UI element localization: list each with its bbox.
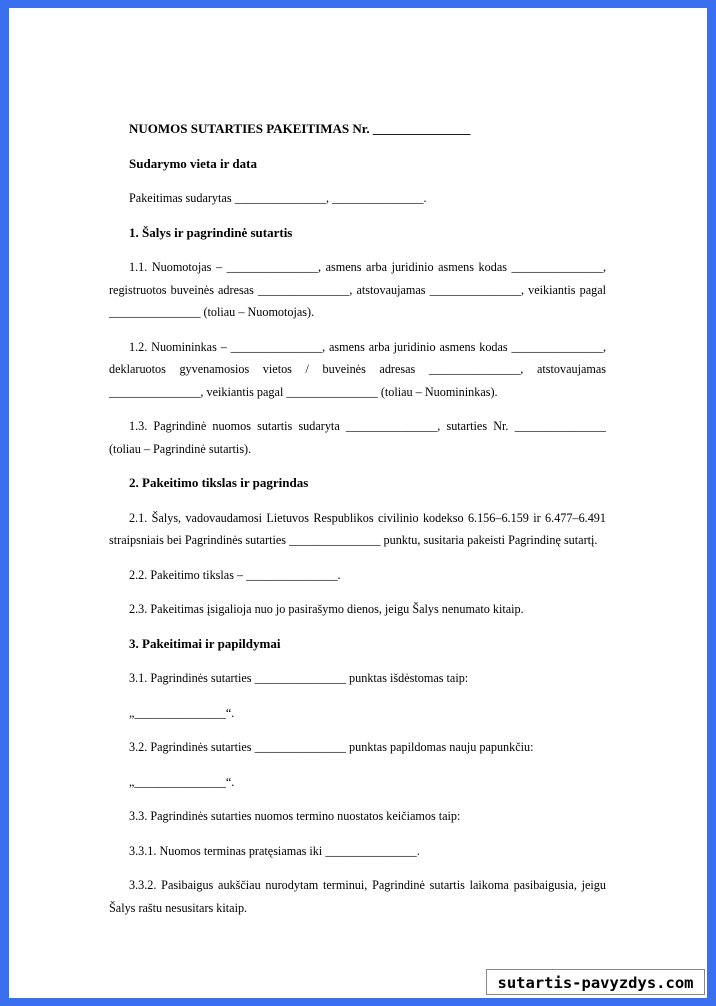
section-heading-2: 2. Pakeitimo tikslas ir pagrindas — [129, 475, 309, 490]
paragraph: 1.3. Pagrindinė nuomos sutartis sudaryta _______________, sutarties Nr. _______________ (toliau – Pagrindinė sutartis). — [109, 419, 606, 456]
paragraph: 1.2. Nuomininkas – _______________, asmens arba juridinio asmens kodas _______________, deklaruotos gyvenamosios vietos / buveinės adresas _______________, atstovaujamas _______________, veikiantis pagal _______________ (toliau – Nuomininkas). — [109, 339, 606, 399]
section-heading-3: 3. Pakeitimai ir papildymai — [129, 635, 281, 651]
paragraph: 2.3. Pakeitimas įsigalioja nuo jo pasirašymo dienos, jeigu Šalys nenumato kitaip. — [129, 602, 524, 616]
section-heading-1: 1. Šalys ir pagrindinė sutartis — [129, 224, 293, 240]
paragraph: 3.3.2. Pasibaigus aukščiau nurodytam terminui, Pagrindinė sutartis laikoma pasibaigusia, jeigu Šalys raštu nesusitars kitaip. — [109, 878, 606, 915]
paragraph: 1.1. Nuomotojas – _______________, asmens arba juridinio asmens kodas _______________, registruotos buveinės adresas _______________, atstovaujamas _______________, veikiantis pagal _______________ (toliau – Nuomotojas). — [109, 260, 606, 319]
paragraph: 3.3. Pagrindinės sutarties nuomos termino nuostatos keičiamos taip: — [129, 809, 461, 823]
document-page — [9, 8, 707, 998]
document-body — [109, 118, 606, 919]
paragraph: 3.2. Pagrindinės sutarties _______________ punktas papildomas nauju papunkčiu: — [129, 740, 534, 754]
paragraph: 2.2. Pakeitimo tikslas – _______________. — [129, 567, 341, 582]
document-title: NUOMOS SUTARTIES PAKEITIMAS Nr. _______________ — [129, 121, 471, 136]
paragraph: 3.3.1. Nuomos terminas pratęsiamas iki _______________. — [129, 843, 420, 858]
quote-blank: „_______________“. — [129, 705, 235, 720]
paragraph: 2.1. Šalys, vadovaudamosi Lietuvos Respublikos civilinio kodekso 6.156–6.159 ir 6.477–6.491 straipsniais bei Pagrindinės sutarties _______________ punktu, susitaria pakeisti Pagrindinę sutartį. — [109, 510, 606, 547]
quote-blank: „_______________“. — [129, 774, 235, 789]
site-watermark: sutartis-pavyzdys.com — [486, 969, 705, 995]
paragraph: Pakeitimas sudarytas _______________, _______________. — [129, 191, 427, 205]
section-heading-place-date: Sudarymo vieta ir data — [129, 155, 257, 171]
paragraph: 3.1. Pagrindinės sutarties _______________ punktas išdėstomas taip: — [129, 671, 469, 685]
